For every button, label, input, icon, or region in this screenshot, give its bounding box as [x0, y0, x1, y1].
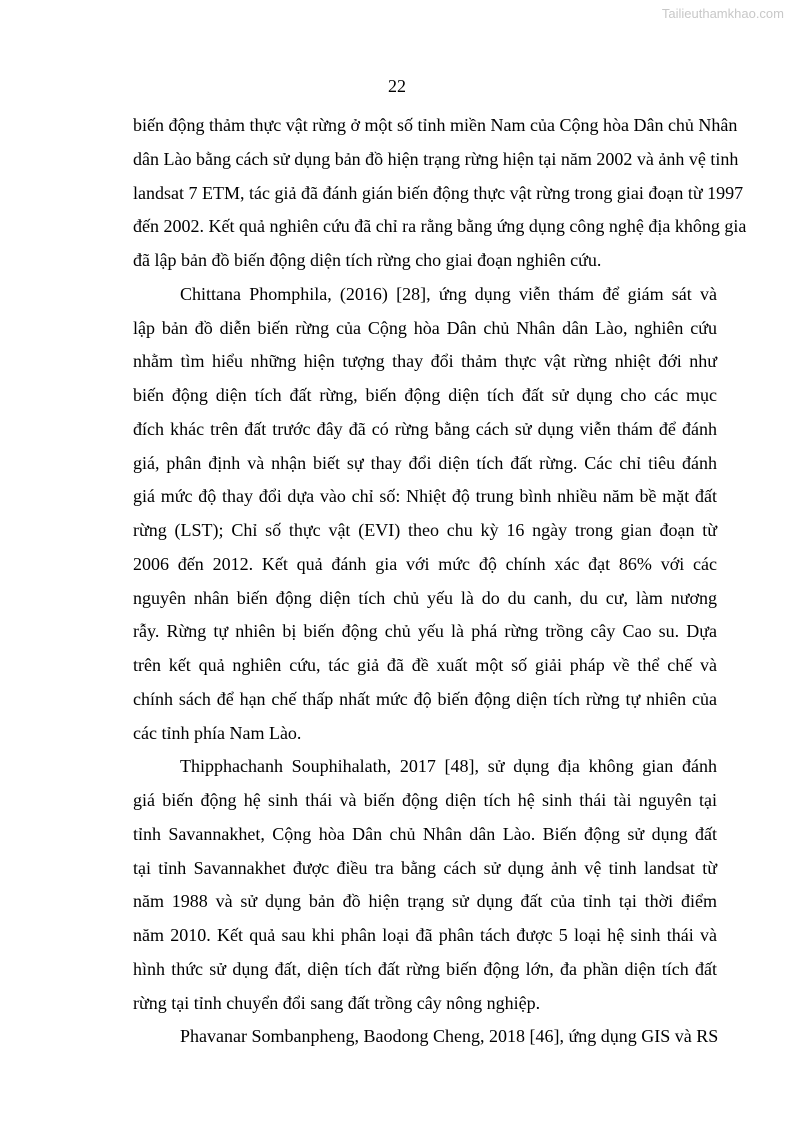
text-line: trên kết quả nghiên cứu, tác giả đã đề xuất một số giải pháp về thể chế và [133, 655, 717, 675]
text-line: giá biến động hệ sinh thái và biến động diện tích hệ sinh thái tài nguyên tại [133, 790, 717, 810]
text-line: tỉnh Savannakhet, Cộng hòa Dân chủ Nhân dân Lào. Biến động sử dụng đất [133, 824, 717, 844]
text-line: rẫy. Rừng tự nhiên bị biến động chủ yếu là phá rừng trồng cây Cao su. Dựa [133, 621, 717, 641]
text-line: nguyên nhân biến động diện tích chủ yếu là do du canh, du cư, làm nương [133, 588, 717, 608]
text-line: giá mức độ thay đổi dựa vào chỉ số: Nhiệt độ trung bình nhiều năm bề mặt đất [133, 486, 717, 506]
text-line: dân Lào bằng cách sử dụng bản đồ hiện trạng rừng hiện tại năm 2002 và ảnh vệ tinh [133, 149, 739, 169]
text-line: giá, phân định và nhận biết sự thay đổi diện tích đất rừng. Các chỉ tiêu đánh [133, 453, 717, 473]
text-line: lập bản đồ diễn biến rừng của Cộng hòa Dân chủ Nhân dân Lào, nghiên cứu [133, 318, 717, 338]
text-line: đã lập bản đồ biến động diện tích rừng cho giai đoạn nghiên cứu. [133, 250, 602, 270]
page-number: 22 [388, 76, 406, 96]
text-line: biến động thảm thực vật rừng ở một số tỉnh miền Nam của Cộng hòa Dân chủ Nhân [133, 115, 738, 135]
text-line: năm 1988 và sử dụng bản đồ hiện trạng sử dụng đất của tỉnh tại thời điểm [133, 891, 717, 911]
text-line: biến động diện tích đất rừng, biến động diện tích đất sử dụng cho các mục [133, 385, 717, 405]
text-line: Chittana Phomphila, (2016) [28], ứng dụng viễn thám để giám sát và [180, 284, 717, 304]
text-line: hình thức sử dụng đất, diện tích đất rừng biến động lớn, đa phần diện tích đất [133, 959, 717, 979]
text-line: năm 2010. Kết quả sau khi phân loại đã phân tách được 5 loại hệ sinh thái và [133, 925, 717, 945]
text-line: rừng (LST); Chỉ số thực vật (EVI) theo chu kỳ 16 ngày trong gian đoạn từ [133, 520, 717, 540]
text-line: Phavanar Sombanpheng, Baodong Cheng, 2018 [46], ứng dụng GIS và RS [180, 1026, 719, 1046]
text-line: landsat 7 ETM, tác giả đã đánh gián biến động thực vật rừng trong giai đoạn từ 1997 [133, 183, 744, 203]
text-line: rừng tại tỉnh chuyển đổi sang đất trồng cây nông nghiệp. [133, 993, 541, 1013]
text-line: các tỉnh phía Nam Lào. [133, 723, 302, 743]
text-line: nhằm tìm hiểu những hiện tượng thay đổi thảm thực vật rừng nhiệt đới như [133, 351, 717, 371]
watermark: Tailieuthamkhao.com [661, 6, 784, 21]
text-line: đích khác trên đất trước đây đã có rừng bằng cách sử dụng viễn thám để đánh [133, 419, 717, 439]
text-line: Thipphachanh Souphihalath, 2017 [48], sử dụng địa không gian đánh [180, 756, 717, 776]
text-line: tại tỉnh Savannakhet được điều tra bằng cách sử dụng ảnh vệ tinh landsat từ [133, 858, 717, 878]
text-line: 2006 đến 2012. Kết quả đánh gia với mức độ chính xác đạt 86% với các [133, 554, 717, 574]
text-line: đến 2002. Kết quả nghiên cứu đã chỉ ra rằng bằng ứng dụng công nghệ địa không gia [133, 216, 747, 236]
text-line: chính sách để hạn chế thấp nhất mức độ biến động diện tích rừng tự nhiên của [133, 689, 717, 709]
